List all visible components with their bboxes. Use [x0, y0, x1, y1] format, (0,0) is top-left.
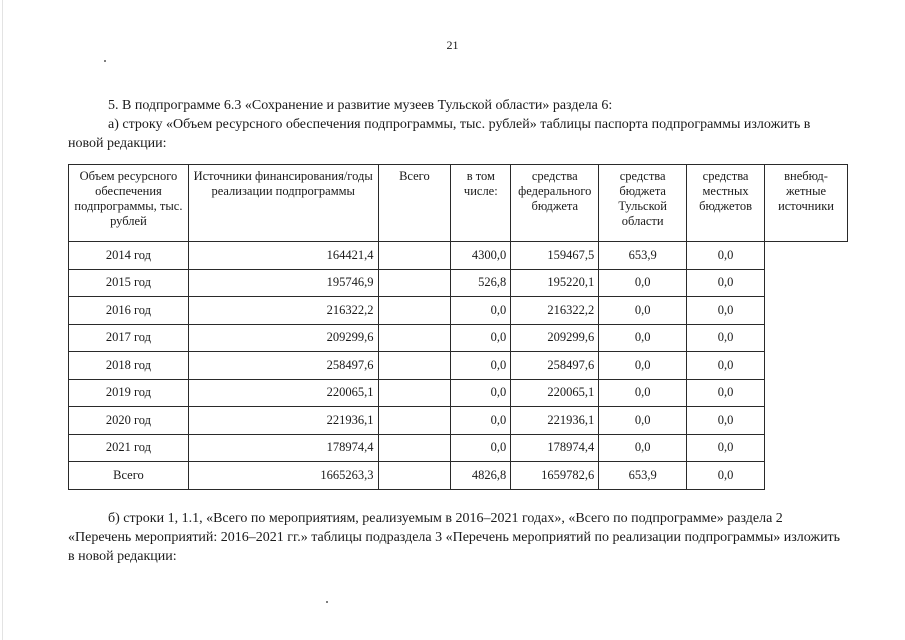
tula-cell: 220065,1	[511, 379, 599, 407]
including-cell	[378, 269, 451, 297]
year-cell: 2014 год	[69, 242, 189, 270]
tula-cell: 159467,5	[511, 242, 599, 270]
total-cell: 216322,2	[188, 297, 378, 325]
federal-cell: 0,0	[451, 434, 511, 462]
local-cell: 0,0	[599, 407, 687, 435]
year-cell: 2017 год	[69, 324, 189, 352]
federal-cell: 526,8	[451, 269, 511, 297]
tula-cell: 178974,4	[511, 434, 599, 462]
header-federal: средства федерального бюджета	[511, 165, 599, 242]
total-cell: 258497,6	[188, 352, 378, 380]
total-cell: 1665263,3	[188, 462, 378, 490]
including-cell	[378, 242, 451, 270]
table-row	[69, 269, 848, 297]
header-tula: средства бюджета Тульской области	[599, 165, 687, 242]
table-row	[69, 352, 848, 380]
tula-cell: 216322,2	[511, 297, 599, 325]
tula-cell: 195220,1	[511, 269, 599, 297]
year-cell: Всего	[69, 462, 189, 490]
table-header-row	[69, 165, 848, 242]
tula-cell: 221936,1	[511, 407, 599, 435]
federal-cell: 4300,0	[451, 242, 511, 270]
extra-cell: 0,0	[687, 324, 765, 352]
extra-cell: 0,0	[687, 462, 765, 490]
total-cell: 221936,1	[188, 407, 378, 435]
total-cell: 209299,6	[188, 324, 378, 352]
including-cell	[378, 352, 451, 380]
extra-cell: 0,0	[687, 434, 765, 462]
tula-cell: 209299,6	[511, 324, 599, 352]
local-cell: 0,0	[599, 324, 687, 352]
federal-cell: 0,0	[451, 297, 511, 325]
table-row	[69, 434, 848, 462]
extra-cell: 0,0	[687, 352, 765, 380]
including-cell	[378, 407, 451, 435]
local-cell: 0,0	[599, 379, 687, 407]
local-cell: 0,0	[599, 269, 687, 297]
extra-cell: 0,0	[687, 269, 765, 297]
row-header-cell: Объем ресурсного обеспечения подпрограммы, тыс. рублей	[69, 165, 189, 242]
paragraph-item-b: б) строки 1, 1.1, «Всего по мероприятиям, реализуемым в 2016–2021 годах», «Всего по подпрограмме» раздела 2 «Перечень мероприятий: 2016–2021 гг.» таблицы подраздела 3 «Перечень мероприятий по реализации подпрограммы» изложить в новой редакции:	[68, 511, 841, 564]
tula-cell: 1659782,6	[511, 462, 599, 490]
local-cell: 0,0	[599, 352, 687, 380]
total-cell: 164421,4	[188, 242, 378, 270]
including-cell	[378, 434, 451, 462]
table-body	[69, 242, 848, 490]
local-cell: 653,9	[599, 242, 687, 270]
page-number: 21	[446, 38, 459, 52]
year-cell: 2018 год	[69, 352, 189, 380]
table-row	[69, 462, 848, 490]
paragraph-item-a: а) строку «Объем ресурсного обеспечения подпрограммы, тыс. рублей» таблицы паспорта подпрограммы изложить в новой редакции:	[68, 117, 811, 151]
federal-cell: 0,0	[451, 407, 511, 435]
federal-cell: 0,0	[451, 379, 511, 407]
table-row	[69, 379, 848, 407]
total-cell: 195746,9	[188, 269, 378, 297]
extra-cell: 0,0	[687, 379, 765, 407]
header-including: в том числе:	[451, 165, 511, 242]
federal-cell: 0,0	[451, 324, 511, 352]
paragraph-item-5: 5. В подпрограмме 6.3 «Сохранение и развитие музеев Тульской области» раздела 6:	[108, 98, 613, 113]
year-cell: 2020 год	[69, 407, 189, 435]
tula-cell: 258497,6	[511, 352, 599, 380]
year-cell: 2015 год	[69, 269, 189, 297]
year-cell: 2021 год	[69, 434, 189, 462]
total-cell: 178974,4	[188, 434, 378, 462]
including-cell	[378, 379, 451, 407]
extra-cell: 0,0	[687, 297, 765, 325]
header-extra: внебюд-жетные источники	[765, 165, 848, 242]
local-cell: 0,0	[599, 434, 687, 462]
federal-cell: 0,0	[451, 352, 511, 380]
table-row	[69, 297, 848, 325]
local-cell: 653,9	[599, 462, 687, 490]
table-row	[69, 324, 848, 352]
extra-cell: 0,0	[687, 407, 765, 435]
including-cell	[378, 462, 451, 490]
table-row	[69, 242, 848, 270]
including-cell	[378, 324, 451, 352]
table-row	[69, 407, 848, 435]
federal-cell: 4826,8	[451, 462, 511, 490]
local-cell: 0,0	[599, 297, 687, 325]
scan-edge-line	[2, 0, 3, 640]
including-cell	[378, 297, 451, 325]
header-local: средства местных бюджетов	[687, 165, 765, 242]
year-cell: 2016 год	[69, 297, 189, 325]
total-cell: 220065,1	[188, 379, 378, 407]
year-cell: 2019 год	[69, 379, 189, 407]
header-sources: Источники финансирования/годы реализации подпрограммы	[188, 165, 378, 242]
extra-cell: 0,0	[687, 242, 765, 270]
scan-speck	[326, 601, 328, 603]
scan-speck	[104, 60, 106, 62]
header-total: Всего	[378, 165, 451, 242]
funding-table	[68, 164, 848, 490]
